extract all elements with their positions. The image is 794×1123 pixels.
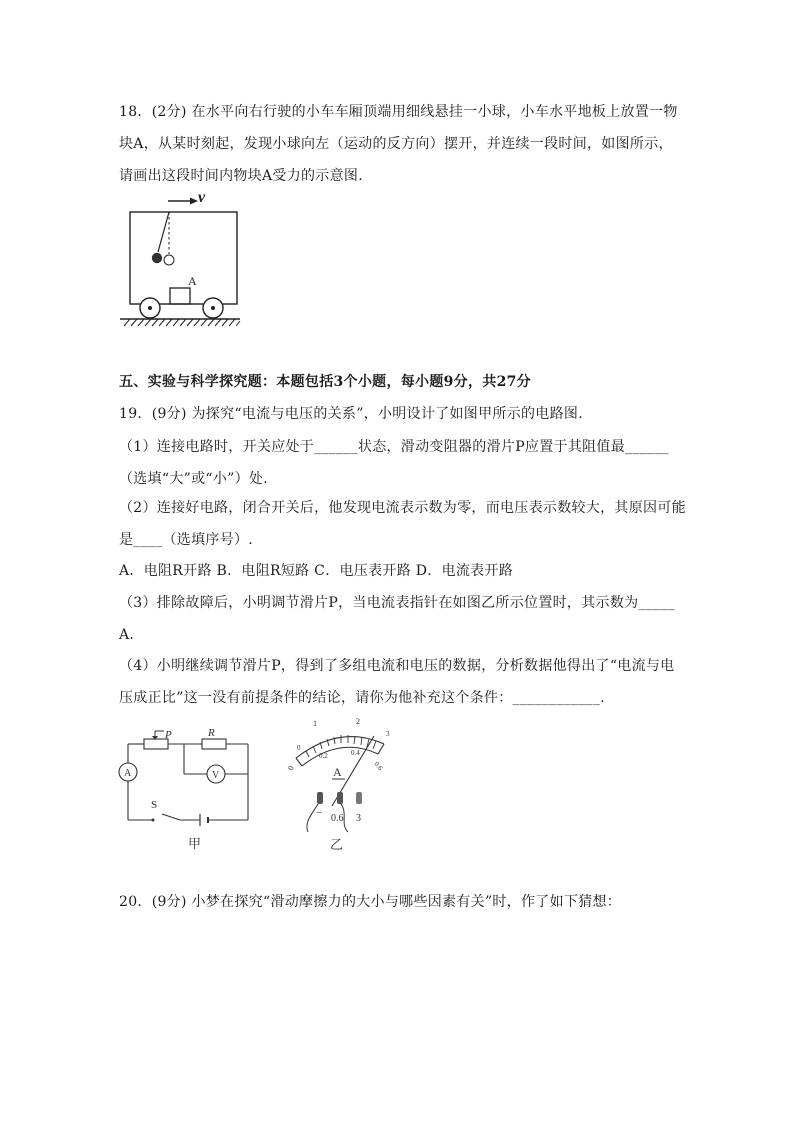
ball-rest-position [164,255,174,265]
q19-part4-line2: 压成正比”这一没有前提条件的结论，请你为他补充这个条件：____________. [119,690,605,706]
q19-part2-line2: 是____（选填序号）. [119,532,254,548]
terminal-label-0-6: 0.6 [331,813,344,824]
scale-bottom-0: 0 [285,764,296,772]
ammeter-dial [282,714,398,854]
circuit-diagram [122,728,262,852]
pendulum-ball [152,253,162,263]
scale-top-2: 2 [356,717,360,726]
cart-body [130,212,237,304]
label-r: R [208,727,215,739]
switch-contact [152,819,155,822]
cart-figure [118,190,248,338]
q18-text-line2: 块A，从某时刻起，发现小球向左（运动的反方向）摆开，并连续一段时间，如图所示， [119,136,673,152]
velocity-arrowhead [190,198,198,205]
terminal-label-negative: − [316,807,323,819]
dial-ends [296,744,384,766]
q20-intro: 20．(9分) 小梦在探究“滑动摩擦力的大小与哪些因素有关”时，作了如下猜想： [119,894,622,910]
circuit-wires [128,744,248,820]
wheel-left-axle [148,306,152,310]
figure-jia-caption: 甲 [188,836,202,851]
figure-yi-caption: 乙 [330,837,344,852]
velocity-label: v [198,189,206,206]
q19-part1-line1: （1）连接电路时，开关应处于______状态，滑动变阻器的滑片P应置于其阻值最______ [119,439,669,455]
q19-intro: 19．(9分) 为探究“电流与电压的关系”，小明设计了如图甲所示的电路图. [119,406,583,422]
ammeter-terminals [317,792,362,804]
q19-part2-line1: （2）连接好电路，闭合开关后，他发现电流表示数为零，而电压表示数较大，其原因可能 [119,500,686,516]
label-a: A [124,768,132,779]
scale-top-3: 3 [386,730,390,738]
terminal-0-6 [337,792,343,804]
q19-part3-line2: A. [119,627,135,643]
section-5-heading: 五、实验与科学探究题：本题包括3个小题，每小题9分，共27分 [119,374,531,390]
block-a [170,288,190,304]
scale-bottom-0-2: 0.2 [319,752,328,760]
ammeter-unit: A [333,765,342,779]
terminal-label-3: 3 [356,813,361,824]
scale-bottom-0-6: 0.6 [372,760,385,772]
q18-text-line3: 请画出这段时间内物块A受力的示意图. [119,168,363,184]
scale-top-1: 1 [313,719,317,728]
pendulum-string [158,212,169,252]
q19-part3-line1: （3）排除故障后，小明调节滑片P，当电流表指针在如图乙所示位置时，其示数为_____ [119,595,675,611]
dial-outer-arc [296,737,384,758]
dial-inner-arc [302,747,378,766]
ground-hatching [124,319,240,326]
label-v: V [212,770,220,781]
q19-part1-line2: （选填“大”或“小”）处. [119,471,268,487]
wheel-right-axle [211,306,215,310]
q18-text-line1: 18．(2分) 在水平向右行驶的小车车厢顶端用细线悬挂一小球，小车水平地板上放置一物 [119,104,678,120]
q19-options: A．电阻R开路 B．电阻R短路 C．电压表开路 D．电流表开路 [119,563,514,579]
scale-bottom-0-4: 0.4 [351,749,360,757]
terminal-3 [356,792,362,804]
label-s: S [151,799,158,811]
label-p: P [165,729,172,741]
resistor-r [202,739,226,749]
block-a-label: A [188,274,197,288]
scale-top-0: 0 [297,744,301,752]
terminal-negative [317,792,323,804]
q19-part4-line1: （4）小明继续调节滑片P，得到了多组电流和电压的数据，分析数据他得出了“电流与电 [119,658,675,674]
